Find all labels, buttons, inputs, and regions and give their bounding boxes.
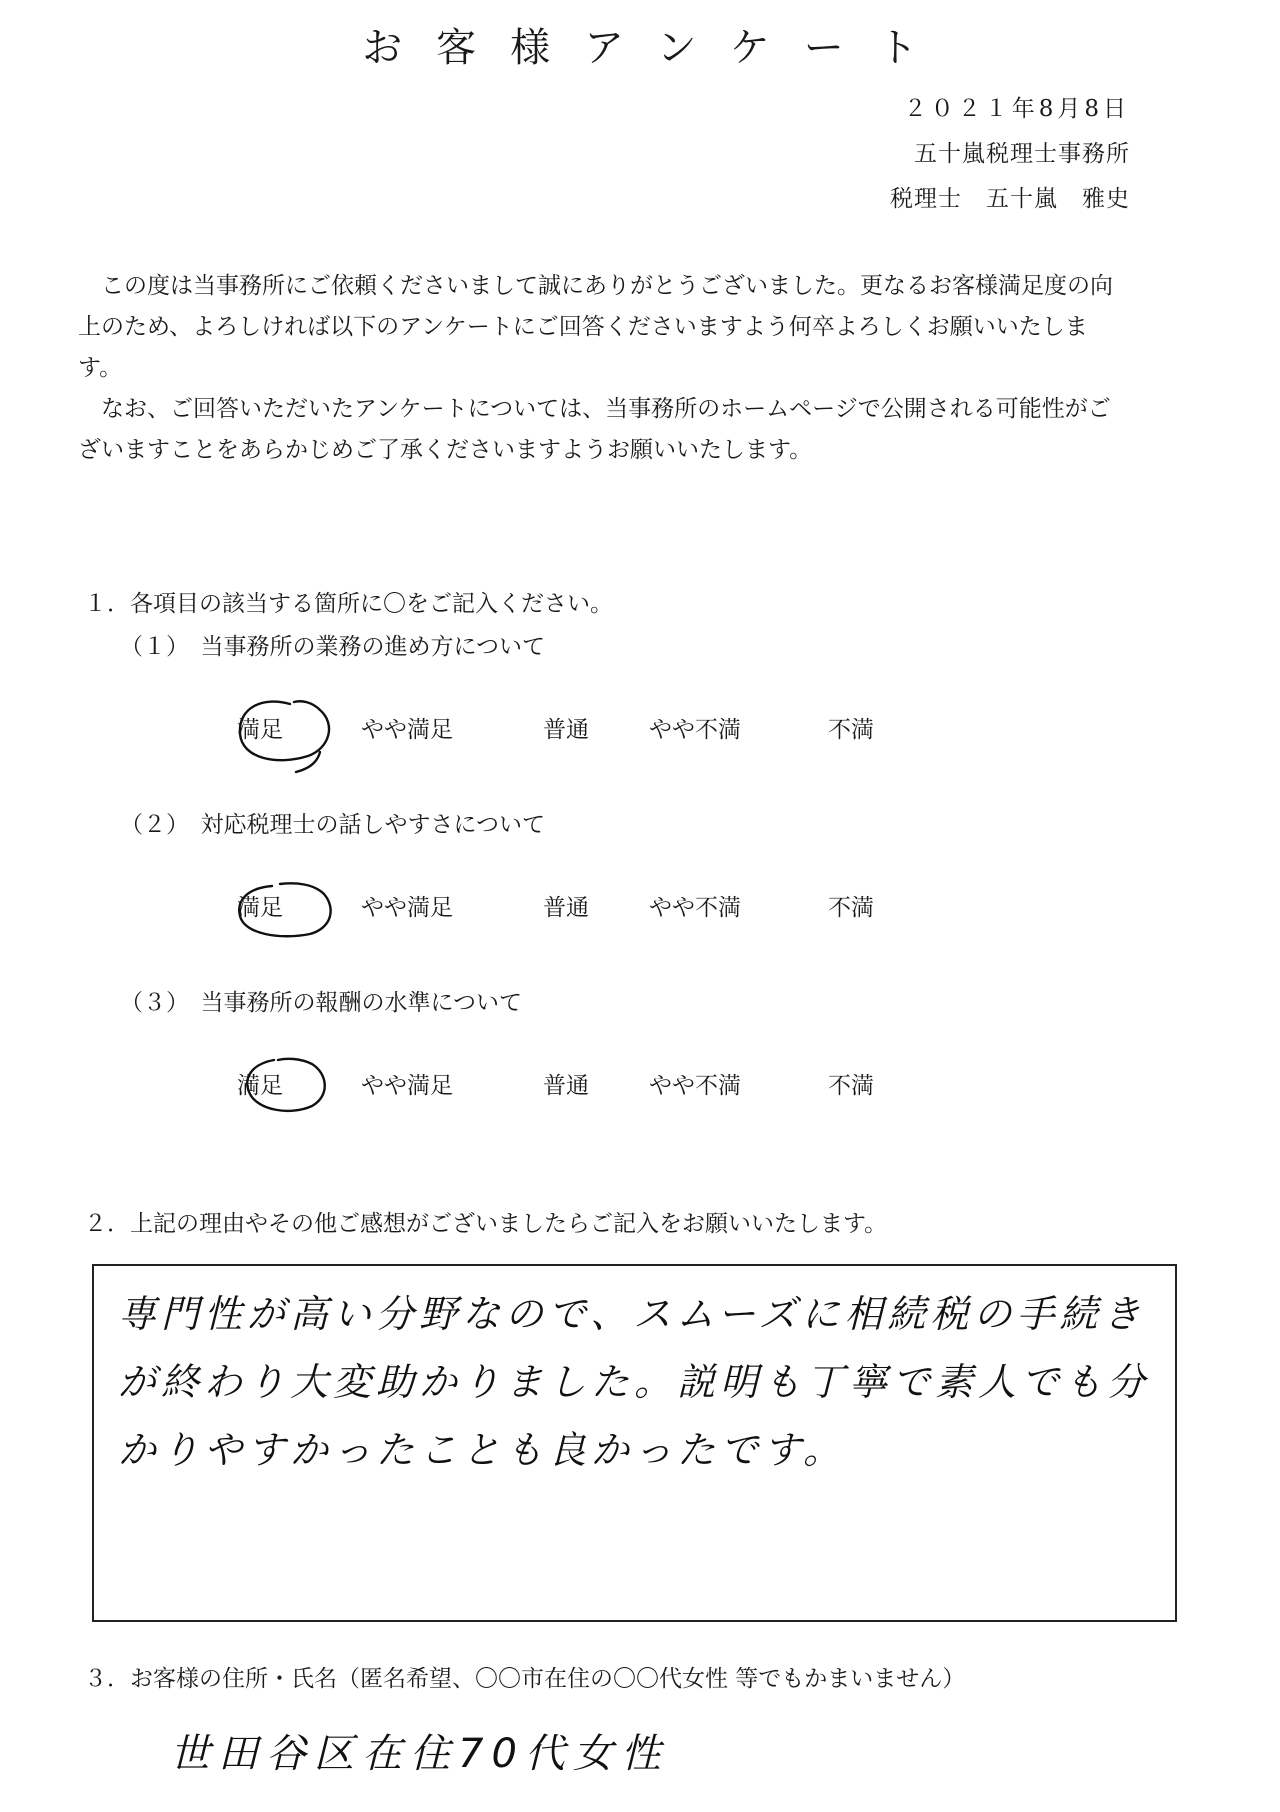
option-somewhat-satisfied[interactable]: やや満足	[361, 895, 453, 921]
question-1-1-label: （１） 当事務所の業務の進め方について	[120, 634, 546, 660]
office-name: 五十嵐税理士事務所	[914, 141, 1130, 167]
question-1-3-options	[225, 1060, 985, 1112]
page-title: お客様アンケート	[362, 25, 952, 71]
option-neutral[interactable]: 普通	[543, 895, 589, 921]
intro-paragraph-2: なお、ご回答いただいたアンケートについては、当事務所のホームページで公開される可能性がございますことをあらかじめご了承くださいますようお願いいたします。	[78, 396, 1111, 463]
signer-name: 税理士 五十嵐 雅史	[890, 186, 1130, 212]
question-1-2-label: （２） 対応税理士の話しやすさについて	[120, 812, 546, 838]
question-1-1-options	[225, 704, 985, 756]
option-somewhat-satisfied[interactable]: やや満足	[361, 1073, 453, 1099]
question-1-2-options	[225, 882, 985, 934]
question-1-heading: １．各項目の該当する箇所に〇をご記入ください。	[84, 591, 613, 617]
intro-text	[78, 266, 1128, 471]
option-neutral[interactable]: 普通	[543, 1073, 589, 1099]
question-1-3-label: （３） 当事務所の報酬の水準について	[120, 990, 523, 1016]
question-3-answer: 世田谷区在住70代女性	[170, 1731, 669, 1777]
question-3-heading: ３．お客様の住所・氏名（匿名希望、〇〇市在住の〇〇代女性 等でもかまいません）	[84, 1666, 966, 1692]
option-somewhat-dissatisfied[interactable]: やや不満	[649, 1073, 741, 1099]
option-dissatisfied[interactable]: 不満	[828, 717, 874, 743]
question-2-answer: 専門性が高い分野なので、スムーズに相続税の手続きが終わり大変助かりました。説明も丁寧で素人でも分かりやすかったことも良かったです。	[118, 1292, 1151, 1472]
question-2-heading: ２．上記の理由やその他ご感想がございましたらご記入をお願いいたします。	[84, 1211, 888, 1237]
option-satisfied[interactable]: 満足	[237, 1073, 283, 1099]
option-dissatisfied[interactable]: 不満	[828, 895, 874, 921]
intro-paragraph-1: この度は当事務所にご依頼くださいまして誠にありがとうございました。更なるお客様満足度の向上のため、よろしければ以下のアンケートにご回答くださいますよう何卒よろしくお願いいたします。	[78, 273, 1113, 381]
option-somewhat-dissatisfied[interactable]: やや不満	[649, 895, 741, 921]
option-somewhat-dissatisfied[interactable]: やや不満	[649, 717, 741, 743]
option-satisfied[interactable]: 満足	[237, 895, 283, 921]
option-dissatisfied[interactable]: 不満	[828, 1073, 874, 1099]
option-satisfied[interactable]: 満足	[237, 717, 283, 743]
option-neutral[interactable]: 普通	[543, 717, 589, 743]
date: ２０２１年8月8日	[903, 96, 1130, 122]
option-somewhat-satisfied[interactable]: やや満足	[361, 717, 453, 743]
